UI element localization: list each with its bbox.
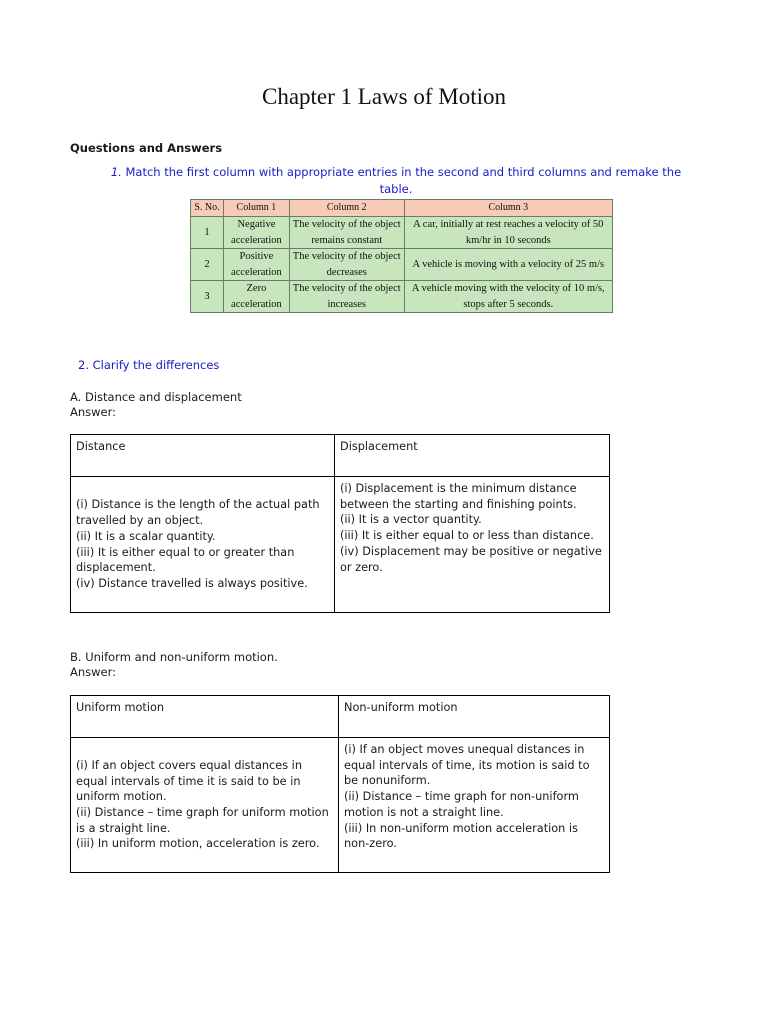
list-item: (ii) Distance – time graph for uniform motion is a straight line.	[76, 806, 329, 835]
list-item: (iii) It is either equal to or greater than displacement.	[76, 545, 295, 575]
header-distance: Distance	[71, 435, 335, 477]
table-header-row	[71, 696, 610, 738]
table-cell: The velocity of the object remains constant	[289, 217, 404, 249]
table-cell: A vehicle moving with the velocity of 10 m/s, stops after 5 seconds.	[404, 281, 612, 313]
table-row	[71, 738, 610, 873]
part-b-answer-label: Answer:	[70, 665, 117, 679]
list-item: (iii) In non-uniform motion acceleration is non-zero.	[344, 821, 578, 851]
list-item: (ii) It is a scalar quantity.	[76, 529, 216, 543]
page-title: Chapter 1 Laws of Motion	[261, 84, 506, 109]
header-displacement: Displacement	[335, 435, 610, 477]
uniform-points	[71, 738, 339, 873]
table-row	[191, 281, 613, 313]
table-row	[71, 477, 610, 613]
match-table	[190, 199, 613, 313]
question-1-text: Match the first column with appropriate entries in the second and third columns and remake the table.	[125, 165, 682, 196]
table-cell: A vehicle is moving with a velocity of 25 m/s	[404, 249, 612, 281]
table-cell: Negative acceleration	[223, 217, 289, 249]
header-column-1: Column 1	[223, 200, 289, 217]
list-item: (i) If an object moves unequal distances in equal intervals of time, its motion is said to be nonuniform.	[344, 743, 590, 788]
list-item: (iii) In uniform motion, acceleration is zero.	[76, 837, 320, 851]
list-item: (i) If an object covers equal distances in equal intervals of time it is said to be in uniform motion.	[76, 758, 302, 804]
table-cell: The velocity of the object increases	[289, 281, 404, 313]
table-header-row	[71, 435, 610, 477]
list-item: (ii) Distance – time graph for non-uniform motion is not a straight line.	[344, 790, 579, 819]
displacement-points	[335, 477, 610, 613]
header-non-uniform-motion: Non-uniform motion	[339, 696, 610, 738]
non-uniform-points	[339, 738, 610, 873]
part-a-answer-label: Answer:	[70, 405, 117, 419]
list-item: (iii) It is either equal to or less than distance.	[340, 529, 594, 543]
header-column-2: Column 2	[289, 200, 404, 217]
question-1-number: 1.	[110, 165, 122, 179]
header-column-3: Column 3	[404, 200, 612, 217]
distance-displacement-table	[70, 434, 610, 613]
table-cell: 2	[191, 249, 224, 281]
list-item: (i) Distance is the length of the actual path travelled by an object.	[76, 498, 320, 528]
part-b-heading: B. Uniform and non-uniform motion.	[70, 650, 278, 664]
question-2: 2. Clarify the differences	[78, 358, 220, 372]
table-cell: Positive acceleration	[223, 249, 289, 281]
part-a-heading: A. Distance and displacement	[70, 390, 242, 404]
table-cell: A car, initially at rest reaches a velocity of 50 km/hr in 10 seconds	[404, 217, 612, 249]
table-cell: The velocity of the object decreases	[289, 249, 404, 281]
question-1	[96, 164, 696, 198]
distance-points	[71, 477, 335, 613]
table-row	[191, 249, 613, 281]
header-uniform-motion: Uniform motion	[71, 696, 339, 738]
table-cell: 3	[191, 281, 224, 313]
section-heading: Questions and Answers	[70, 141, 223, 155]
list-item: (i) Displacement is the minimum distance between the starting and finishing points.	[340, 482, 577, 511]
uniform-motion-table	[70, 695, 610, 873]
table-cell: Zero acceleration	[223, 281, 289, 313]
list-item: (iv) Displacement may be positive or negative or zero.	[340, 544, 602, 574]
list-item: (iv) Distance travelled is always positive.	[76, 576, 308, 590]
list-item: (ii) It is a vector quantity.	[340, 513, 482, 527]
table-row	[191, 217, 613, 249]
header-sno: S. No.	[191, 200, 224, 217]
match-table-header	[191, 200, 613, 217]
table-cell: 1	[191, 217, 224, 249]
